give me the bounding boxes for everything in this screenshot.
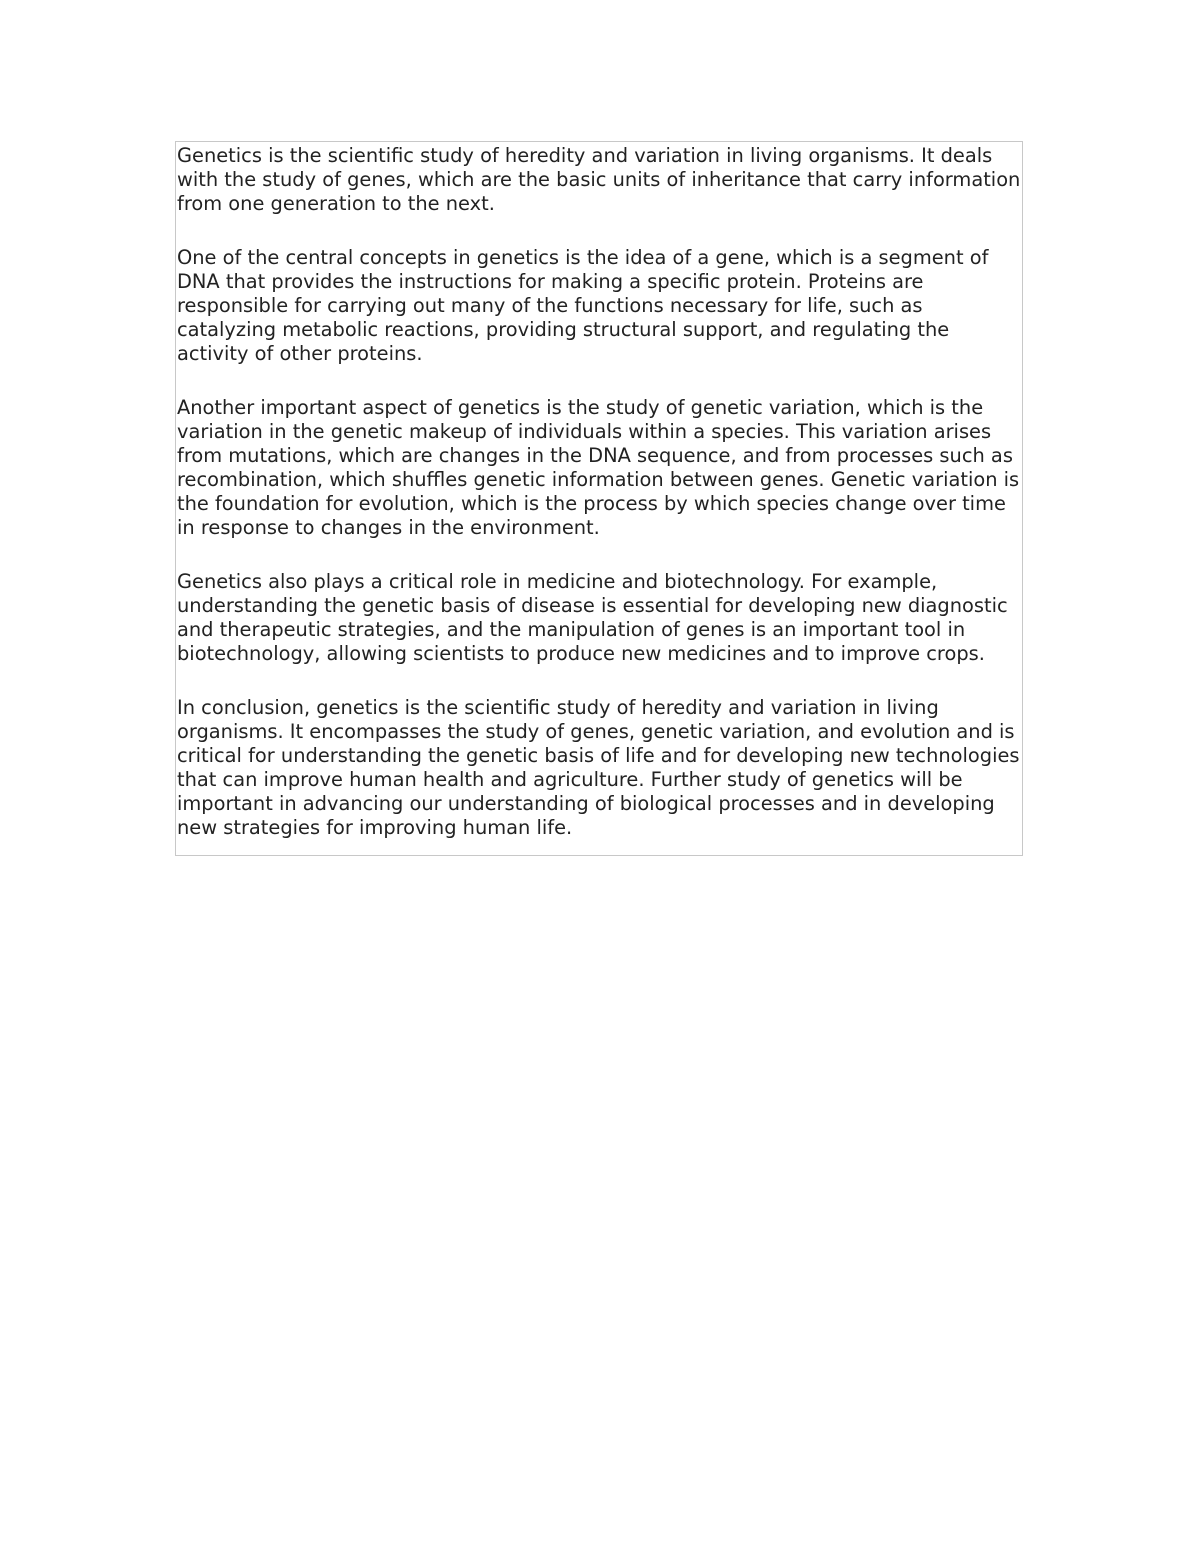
paragraph-genetic-variation: Another important aspect of genetics is the study of genetic variation, which is the variation in the genetic makeup of individuals within a species. This variation arises from mutations, which are changes in the DNA sequence, and from processes such as recombination, which shuffles genetic information between genes. Genetic variation is the foundation for evolution, which is the process by which species change over time in response to changes in the environment. [177,396,1020,539]
text-frame [175,141,1023,856]
paragraph-medicine-biotech: Genetics also plays a critical role in medicine and biotechnology. For example, understanding the genetic basis of disease is essential for developing new diagnostic and therapeutic strategies, and the manipulation of genes is an important tool in biotechnology, allowing scientists to produce new medicines and to improve crops. [177,570,1008,665]
paragraph-conclusion: In conclusion, genetics is the scientific study of heredity and variation in living organisms. It encompasses the study of genes, genetic variation, and evolution and is critical for understanding the genetic basis of life and for developing new technologies that can improve human health and agriculture. Further study of genetics will be important in advancing our understanding of biological processes and in developing new strategies for improving human life. [177,696,1020,839]
paragraph-gene-concept: One of the central concepts in genetics is the idea of a gene, which is a segment of DNA that provides the instructions for making a specific protein. Proteins are responsible for carrying out many of the functions necessary for life, such as catalyzing metabolic reactions, providing structural support, and regulating the activity of other proteins. [177,246,989,365]
paragraph-intro: Genetics is the scientific study of heredity and variation in living organisms. It deals with the study of genes, which are the basic units of inheritance that carry information from one generation to the next. [177,144,1021,215]
